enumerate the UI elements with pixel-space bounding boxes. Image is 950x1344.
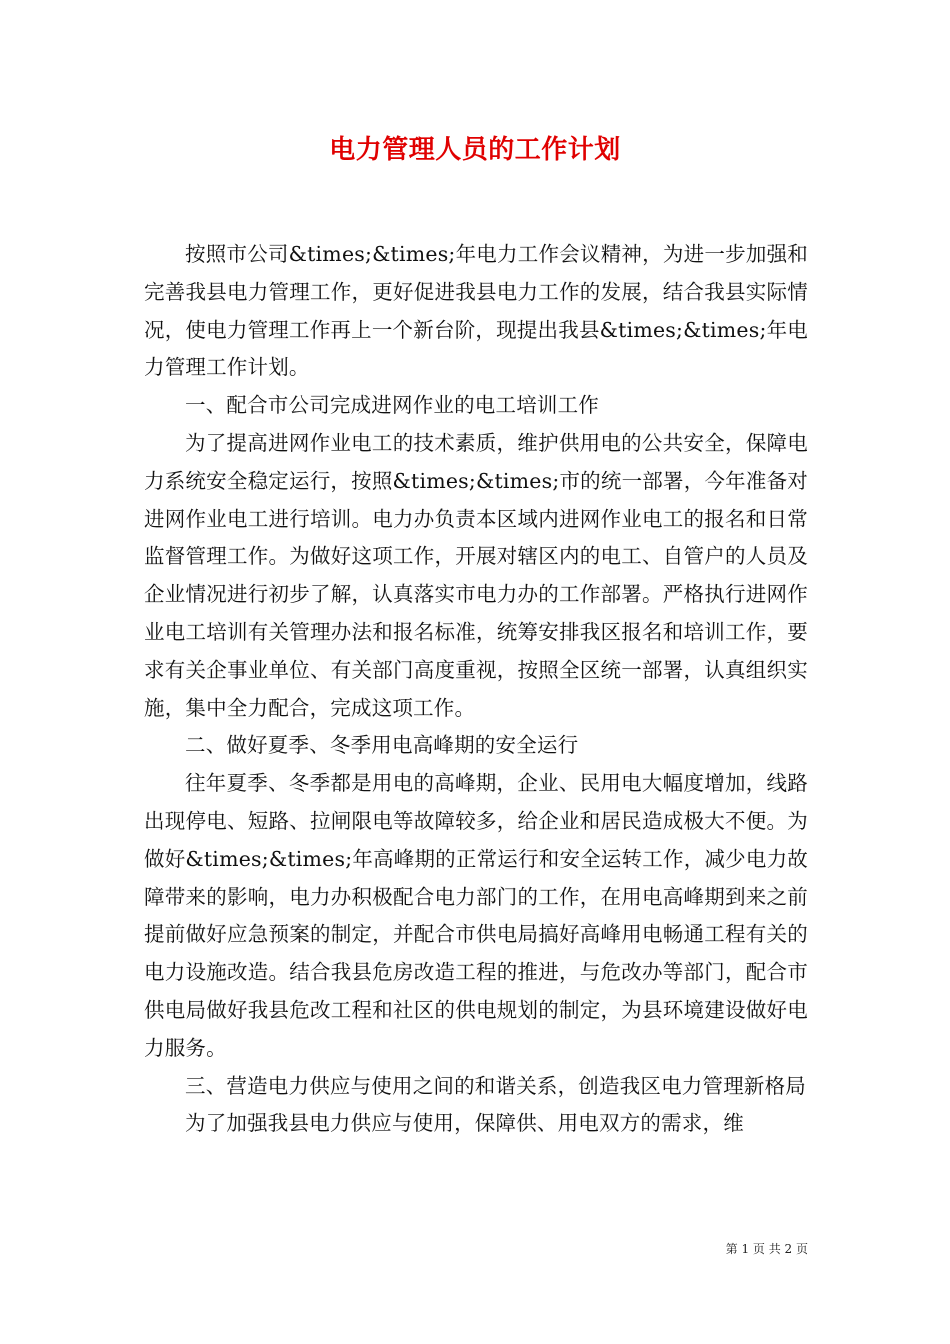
section-heading: 一、配合市公司完成进网作业的电工培训工作 (185, 393, 599, 418)
body-paragraph: 按照市公司&times;&times;年电力工作会议精神，为进一步加强和完善我县电力管理工作，更好促进我县电力工作的发展，结合我县实际情况，使电力管理工作再上一个新台阶，现提出我县&times;&times;年电力管理工作计划。 (144, 242, 808, 380)
section-heading: 二、做好夏季、冬季用电高峰期的安全运行 (185, 733, 579, 758)
section-heading: 三、营造电力供应与使用之间的和谐关系，创造我区电力管理新格局 (185, 1073, 806, 1098)
document-title: 电力管理人员的工作计划 (329, 135, 621, 165)
document-body (144, 236, 808, 1143)
page-number: 第 1 页 共 2 页 (725, 1242, 808, 1256)
body-paragraph: 为了提高进网作业电工的技术素质，维护供用电的公共安全，保障电力系统安全稳定运行，按照&times;&times;市的统一部署，今年准备对进网作业电工进行培训。电力办负责本区域内进网作业电工的报名和日常监督管理工作。为做好这项工作，开展对辖区内的电工、自管户的人员及企业情况进行初步了解，认真落实市电力办的工作部署。严格执行进网作业电工培训有关管理办法和报名标准，统筹安排我区报名和培训工作，要求有关企事业单位、有关部门高度重视，按照全区统一部署，认真组织实施，集中全力配合，完成这项工作。 (144, 430, 808, 720)
body-paragraph: 往年夏季、冬季都是用电的高峰期，企业、民用电大幅度增加，线路出现停电、短路、拉闸限电等故障较多，给企业和居民造成极大不便。为做好&times;&times;年高峰期的正常运行和安全运转工作，减少电力故障带来的影响，电力办积极配合电力部门的工作，在用电高峰期到来之前提前做好应急预案的制定，并配合市供电局搞好高峰用电畅通工程有关的电力设施改造。结合我县危房改造工程的推进，与危改办等部门，配合市供电局做好我县危改工程和社区的供电规划的制定，为县环境建设做好电力服务。 (144, 771, 808, 1060)
body-paragraph: 为了加强我县电力供应与使用，保障供、用电双方的需求，维 (185, 1111, 744, 1136)
